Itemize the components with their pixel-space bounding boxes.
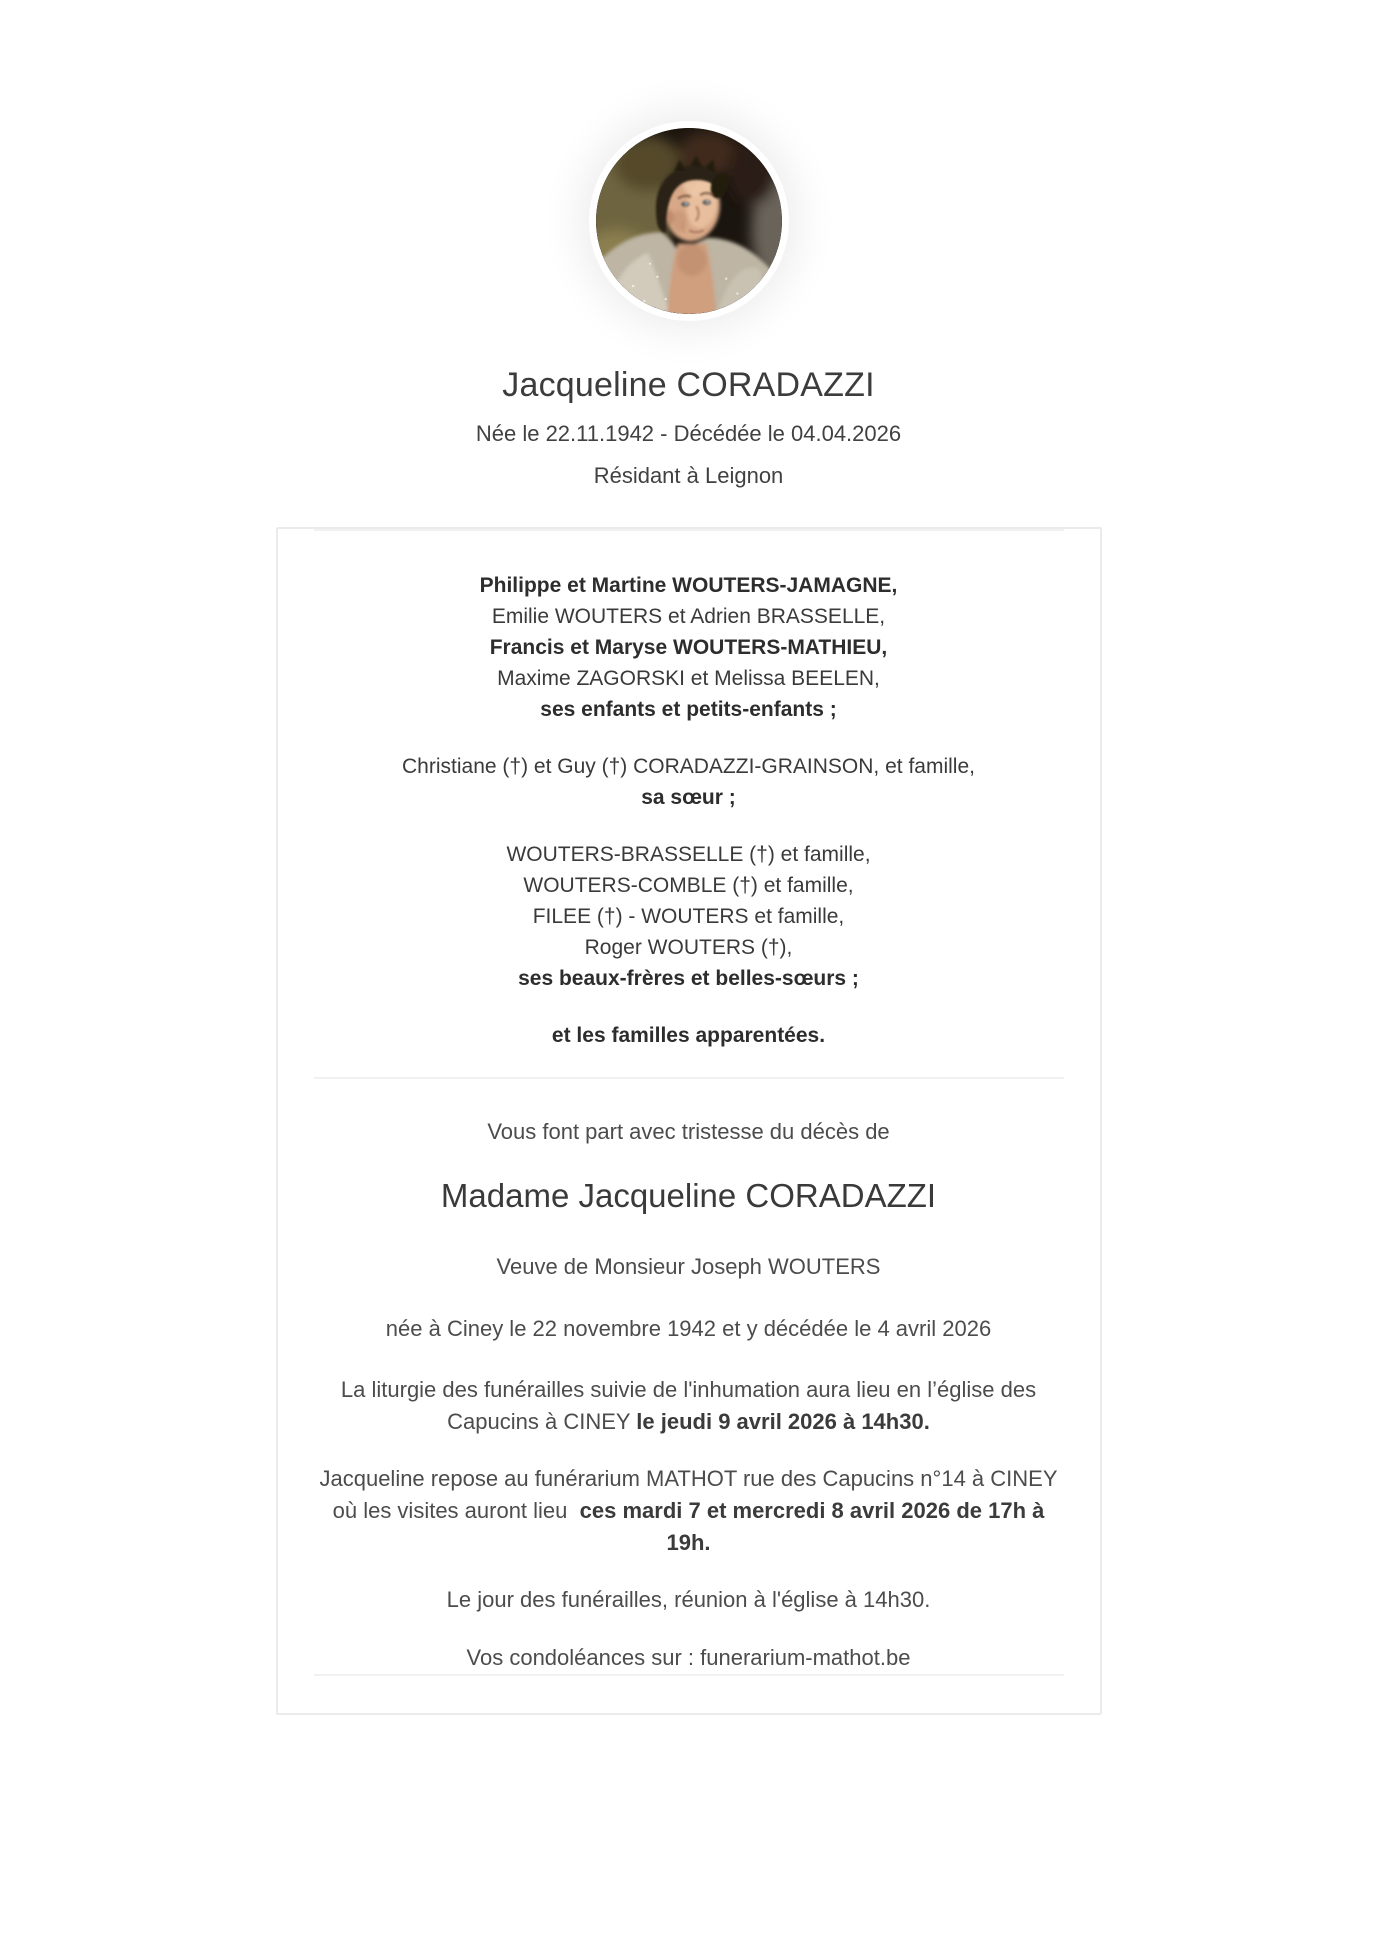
divider — [314, 1077, 1064, 1079]
repose-dates-bold: ces mardi 7 et mercredi 8 avril 2026 de 17h à 19h. — [579, 1498, 1045, 1555]
family-line: sa sœur ; — [641, 786, 736, 809]
family-group-inlaws — [314, 839, 1064, 994]
widow-line: Veuve de Monsieur Joseph WOUTERS — [496, 1254, 881, 1279]
liturgy-paragraph — [339, 1374, 1039, 1438]
family-line: ses beaux-frères et belles-sœurs ; — [518, 967, 859, 990]
family-list — [314, 531, 1064, 1051]
family-line: Francis et Maryse WOUTERS-MATHIEU, — [489, 636, 888, 659]
family-line: FILEE (†) - WOUTERS et famille, — [532, 905, 845, 928]
condolences-line: Vos condoléances sur : funerarium-mathot.be — [466, 1645, 911, 1670]
portrait-photo-illustration — [596, 128, 782, 314]
portrait-photo — [589, 121, 789, 321]
family-line: WOUTERS-COMBLE (†) et famille, — [523, 874, 854, 897]
deceased-name-title: Jacqueline CORADAZZI — [502, 366, 875, 404]
birth-death-line: née à Ciney le 22 novembre 1942 et y décédée le 4 avril 2026 — [385, 1316, 992, 1341]
birth-death-dates: Née le 22.11.1942 - Décédée le 04.04.2026 — [475, 421, 902, 446]
liturgy-date-bold: le jeudi 9 avril 2026 à 14h30. — [636, 1409, 930, 1434]
residence-line: Résidant à Leignon — [593, 463, 784, 488]
family-group-related — [314, 1020, 1064, 1051]
family-line: ses enfants et petits-enfants ; — [540, 698, 837, 721]
family-line: Christiane (†) et Guy (†) CORADAZZI-GRAINSON, et famille, — [402, 755, 975, 778]
liturgy-text: La liturgie des funérailles suivie de l'inhumation aura lieu en l’église des Capucins à CINEY — [340, 1377, 1037, 1434]
deceased-full-name: Madame Jacqueline CORADAZZI — [440, 1177, 937, 1214]
family-group-sister — [314, 751, 1064, 813]
family-line: Maxime ZAGORSKI et Melissa BEELEN, — [497, 667, 880, 690]
announcement-section — [314, 1116, 1064, 1674]
repose-text: Jacqueline repose au funérarium MATHOT rue des Capucins n°14 à CINEY où les visites auront lieu — [319, 1466, 1058, 1523]
announcement-card — [276, 527, 1102, 1715]
hero-section — [0, 0, 1377, 491]
family-line: WOUTERS-BRASSELLE (†) et famille, — [506, 843, 871, 866]
repose-paragraph — [314, 1463, 1064, 1559]
gathering-line: Le jour des funérailles, réunion à l'église à 14h30. — [446, 1587, 931, 1612]
family-line: Emilie WOUTERS et Adrien BRASSELLE, — [491, 605, 886, 628]
family-group-children — [314, 570, 1064, 725]
family-line: Roger WOUTERS (†), — [584, 936, 793, 959]
announcement-intro: Vous font part avec tristesse du décès de — [487, 1119, 890, 1144]
family-line: Philippe et Martine WOUTERS-JAMAGNE, — [479, 574, 898, 597]
divider — [314, 1674, 1064, 1676]
family-line: et les familles apparentées. — [551, 1024, 826, 1047]
